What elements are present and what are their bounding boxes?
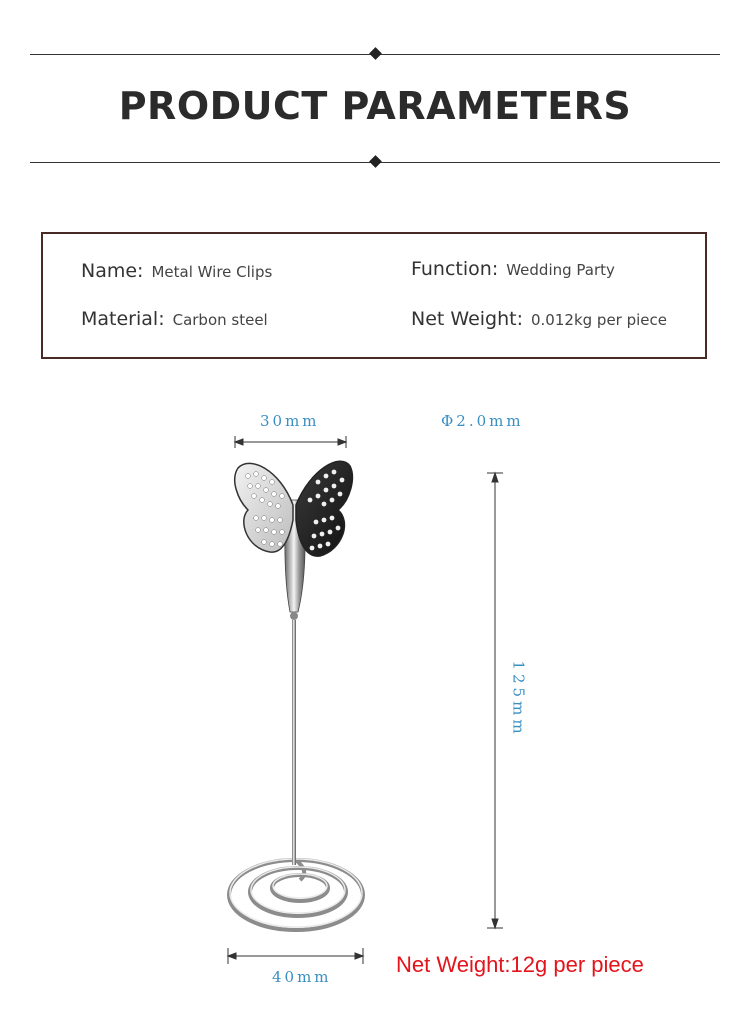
param-weight-value: 0.012kg per piece	[531, 311, 667, 329]
spiral-base	[229, 860, 363, 930]
param-name-value: Metal Wire Clips	[151, 263, 273, 281]
wire-stem	[292, 620, 296, 865]
param-name-label: Name:	[81, 260, 144, 282]
width-dimension-label: 30mm	[260, 412, 320, 430]
height-dimension-line	[487, 473, 503, 928]
param-weight-label: Net Weight:	[411, 308, 523, 330]
butterfly-right-wing	[296, 461, 352, 556]
param-function-label: Function:	[411, 258, 499, 280]
net-weight-note: Net Weight:12g per piece	[396, 952, 644, 977]
param-function-value: Wedding Party	[506, 261, 615, 279]
width-dimension-line	[235, 436, 346, 448]
page-title: PRODUCT PARAMETERS	[118, 84, 632, 128]
param-material-label: Material:	[81, 308, 165, 330]
base-dimension-label: 40mm	[272, 968, 332, 986]
base-dimension-line	[228, 948, 363, 964]
height-dimension-label: 125mm	[509, 660, 528, 738]
param-material-value: Carbon steel	[172, 311, 268, 329]
wire-diameter-label: Φ2.0mm	[441, 412, 524, 430]
butterfly-left-wing	[235, 463, 293, 552]
